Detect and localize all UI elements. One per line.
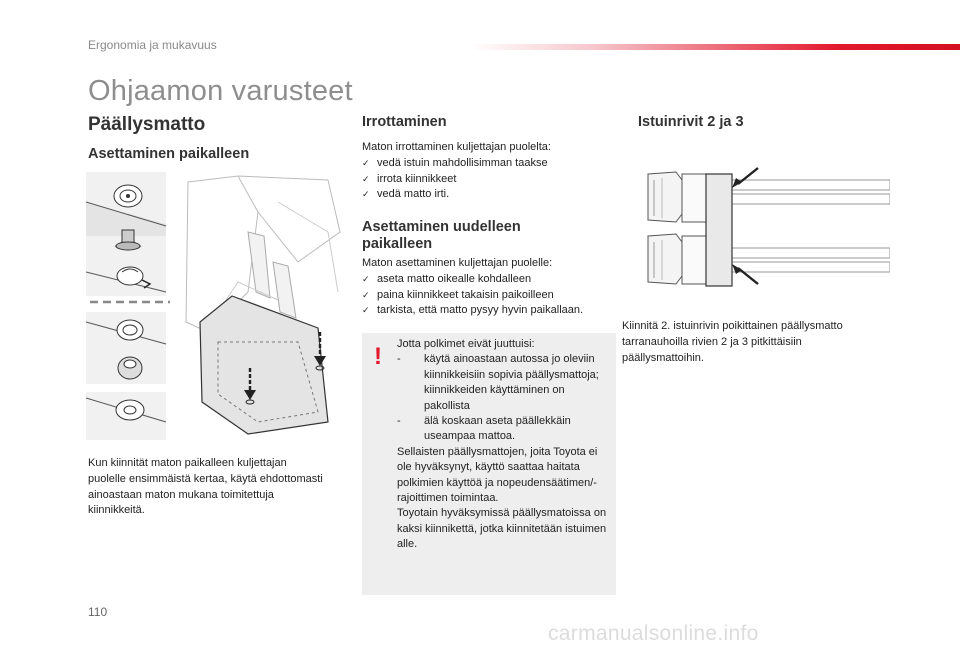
warning-item: - älä koskaan aseta päällekkäin useampaa mattoa.	[397, 415, 571, 443]
removal-section	[362, 140, 616, 203]
warning-paragraph: Sellaisten päällysmattojen, joita Toyota ei ole hyväksynyt, käyttö saattaa haitata polkimien käyttöä ja nopeudensäätimen/-rajoittimen toimintaa.	[397, 445, 598, 505]
driver-floor-mat-illustration	[178, 172, 344, 444]
list-item: ✓ irrota kiinnikkeet	[362, 172, 616, 188]
check-icon: ✓	[362, 189, 370, 200]
install-caption: Kun kiinnität maton paikalleen kuljettajan puolelle ensimmäistä kertaa, käytä ehdottomasti ainoastaan maton mukana toimitettuja kiinnikkeitä.	[88, 457, 323, 517]
warning-intro: Jotta polkimet eivät juuttuisi:	[397, 338, 535, 350]
warning-icon: !	[374, 343, 382, 370]
floor-mat-heading: Päällysmatto	[88, 114, 206, 135]
removal-intro: Maton irrottaminen kuljettajan puolelta:	[362, 141, 551, 153]
warning-paragraph: Toyotain hyväksymissä päällysmatoissa on kaksi kiinnikettä, jotka kiinnitetään istuimen alle.	[397, 507, 607, 551]
seat-rows-heading: Istuinrivit 2 ja 3	[638, 114, 744, 130]
page-number: 110	[88, 605, 108, 619]
list-item: ✓ paina kiinnikkeet takaisin paikoilleen	[362, 288, 618, 304]
warning-text	[397, 337, 611, 553]
check-icon: ✓	[362, 273, 370, 284]
list-item: ✓ tarkista, että matto pysyy hyvin paikallaan.	[362, 303, 618, 319]
removal-steps	[362, 156, 616, 203]
list-item: ✓ aseta matto oikealle kohdalleen	[362, 272, 618, 288]
seat-rows-mat-illustration	[636, 160, 890, 292]
check-icon: ✓	[362, 305, 370, 316]
section-header: Ergonomia ja mukavuus	[88, 38, 217, 52]
install-heading: Asettaminen paikalleen	[88, 146, 250, 162]
removal-heading: Irrottaminen	[362, 114, 447, 130]
reinstall-heading: Asettaminen uudelleen paikalleen	[362, 219, 521, 252]
fastener-steps-illustration	[86, 172, 172, 444]
page-title: Ohjaamon varusteet	[88, 75, 353, 107]
reinstall-intro: Maton asettaminen kuljettajan puolelle:	[362, 257, 553, 269]
reinstall-section	[362, 256, 618, 319]
list-item: ✓ vedä istuin mahdollisimman taakse	[362, 156, 616, 172]
list-item: ✓ vedä matto irti.	[362, 187, 616, 203]
check-icon: ✓	[362, 289, 370, 300]
check-icon: ✓	[362, 173, 370, 184]
check-icon: ✓	[362, 157, 370, 168]
warning-item: - käytä ainoastaan autossa jo oleviin kiinnikkeisiin sopivia päällysmattoja; kiinnikkeiden käyttäminen on pakollista	[397, 353, 599, 412]
header-accent-bar	[470, 44, 960, 50]
watermark: carmanualsonline.info	[548, 622, 759, 645]
seat-rows-caption: Kiinnitä 2. istuinrivin poikittainen päällysmatto tarranauhoilla rivien 2 ja 3 pitkittäisiin päällysmattoihin.	[622, 320, 843, 364]
reinstall-steps	[362, 272, 618, 319]
